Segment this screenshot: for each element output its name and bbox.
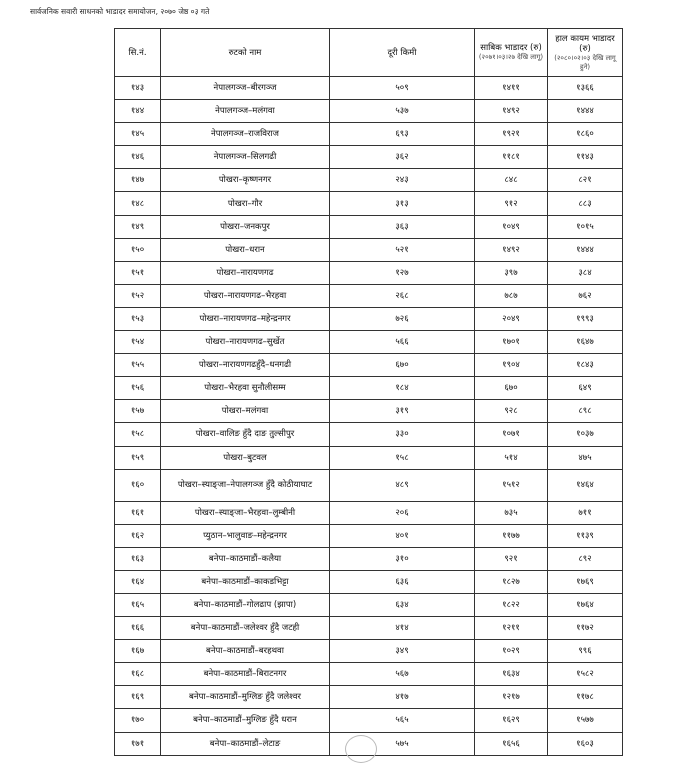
cell-old-rate: १४९२: [475, 238, 548, 261]
cell-distance: ३३०: [330, 423, 475, 446]
cell-old-rate: १६२९: [475, 709, 548, 732]
cell-route: पोखरा–धरान: [161, 238, 330, 261]
cell-old-rate: १०४९: [475, 215, 548, 238]
table-row: [115, 146, 623, 169]
table-row: [115, 617, 623, 640]
cell-distance: ४१४: [330, 617, 475, 640]
old-rate-sublabel: (२०७१।०३।२७ देखि लागू): [478, 53, 544, 62]
cell-sn: १५३: [115, 307, 161, 330]
cell-new-rate: १८४३: [548, 354, 623, 377]
cell-route: पोखरा–नारायणगढ–महेन्द्रनगर: [161, 307, 330, 330]
cell-old-rate: १९२१: [475, 123, 548, 146]
cell-old-rate: १२११: [475, 617, 548, 640]
cell-sn: १७१: [115, 732, 161, 755]
table-row: [115, 593, 623, 616]
cell-old-rate: १४११: [475, 77, 548, 100]
cell-new-rate: ११४३: [548, 146, 623, 169]
cell-old-rate: १७०१: [475, 331, 548, 354]
table-row: [115, 261, 623, 284]
table-row: [115, 686, 623, 709]
fare-table: [114, 28, 623, 756]
cell-old-rate: ९२८: [475, 400, 548, 423]
cell-distance: ५७५: [330, 732, 475, 755]
cell-sn: १५६: [115, 377, 161, 400]
cell-new-rate: ७६२: [548, 284, 623, 307]
cell-sn: १६३: [115, 547, 161, 570]
cell-old-rate: १२१७: [475, 686, 548, 709]
cell-old-rate: ९१२: [475, 192, 548, 215]
cell-sn: १४५: [115, 123, 161, 146]
cell-distance: ५२१: [330, 238, 475, 261]
table-row: [115, 663, 623, 686]
cell-distance: ६९३: [330, 123, 475, 146]
table-row: [115, 377, 623, 400]
cell-distance: ४०१: [330, 524, 475, 547]
column-header-old-rate: [475, 29, 548, 77]
cell-old-rate: ५१४: [475, 446, 548, 469]
cell-distance: १८४: [330, 377, 475, 400]
cell-old-rate: ३९७: [475, 261, 548, 284]
cell-new-rate: १९९३: [548, 307, 623, 330]
cell-distance: ५६६: [330, 331, 475, 354]
table-row: [115, 501, 623, 524]
cell-sn: १४७: [115, 169, 161, 192]
cell-distance: ३१३: [330, 192, 475, 215]
cell-new-rate: ११७२: [548, 617, 623, 640]
cell-sn: १४४: [115, 100, 161, 123]
column-header-distance: दूरी किमी: [330, 29, 475, 77]
cell-sn: १४९: [115, 215, 161, 238]
cell-route: पोखरा–नारायणगढ–सुर्खेत: [161, 331, 330, 354]
cell-new-rate: १७६४: [548, 593, 623, 616]
cell-distance: ३१९: [330, 400, 475, 423]
cell-new-rate: ४७५: [548, 446, 623, 469]
table-row: [115, 400, 623, 423]
new-rate-label: हाल कायम भाडादर (रु): [555, 34, 615, 54]
cell-distance: ७२६: [330, 307, 475, 330]
table-row: [115, 123, 623, 146]
cell-sn: १५०: [115, 238, 161, 261]
cell-distance: २०६: [330, 501, 475, 524]
cell-new-rate: १८६०: [548, 123, 623, 146]
cell-sn: १६६: [115, 617, 161, 640]
table-row: [115, 570, 623, 593]
column-header-new-rate: [548, 29, 623, 77]
cell-old-rate: १८२२: [475, 593, 548, 616]
cell-new-rate: ११७८: [548, 686, 623, 709]
cell-sn: १६९: [115, 686, 161, 709]
cell-sn: १५९: [115, 446, 161, 469]
cell-new-rate: ८९८: [548, 400, 623, 423]
table-row: [115, 192, 623, 215]
table-header-row: [115, 29, 623, 77]
cell-route: पोखरा–नारायणगढ: [161, 261, 330, 284]
cell-route: पोखरा–स्याङ्जा–भैरहवा–लुम्बीनी: [161, 501, 330, 524]
cell-old-rate: ८४८: [475, 169, 548, 192]
document-header-title: सार्वजनिक सवारी साधनको भाडादर समायोजन, २०७० जेष्ठ ०३ गते: [30, 7, 210, 16]
cell-old-rate: १६५६: [475, 732, 548, 755]
table-row: [115, 331, 623, 354]
cell-new-rate: १६४७: [548, 331, 623, 354]
cell-sn: १४८: [115, 192, 161, 215]
cell-distance: २६८: [330, 284, 475, 307]
cell-distance: १५८: [330, 446, 475, 469]
cell-route: बनेपा–काठमाडौं–कलैया: [161, 547, 330, 570]
cell-route: पोखरा–जनकपुर: [161, 215, 330, 238]
cell-route: नेपालगञ्ज–मलंगवा: [161, 100, 330, 123]
cell-distance: ४१७: [330, 686, 475, 709]
cell-distance: ६७०: [330, 354, 475, 377]
cell-distance: ५०९: [330, 77, 475, 100]
cell-new-rate: १०१५: [548, 215, 623, 238]
table-row: [115, 238, 623, 261]
cell-new-rate: ११३९: [548, 524, 623, 547]
cell-new-rate: १५७७: [548, 709, 623, 732]
cell-sn: १४३: [115, 77, 161, 100]
cell-new-rate: ८९२: [548, 547, 623, 570]
cell-route: बनेपा–काठमाडौं–जलेश्वर हुँदै जटही: [161, 617, 330, 640]
cell-sn: १६०: [115, 469, 161, 501]
cell-route: बनेपा–काठमाडौं–बिराटनगर: [161, 663, 330, 686]
cell-new-rate: ३८४: [548, 261, 623, 284]
cell-route: पोखरा–गौर: [161, 192, 330, 215]
cell-old-rate: ९२१: [475, 547, 548, 570]
cell-old-rate: १८२७: [475, 570, 548, 593]
table-body: [115, 77, 623, 756]
cell-route: नेपालगञ्ज–सिलगढी: [161, 146, 330, 169]
cell-route: बनेपा–काठमाडौं–मुग्लिङ हुँदै धरान: [161, 709, 330, 732]
cell-route: बनेपा–काठमाडौं–मुग्लिङ हुँदै जलेश्वर: [161, 686, 330, 709]
table-row: [115, 354, 623, 377]
cell-new-rate: ८८३: [548, 192, 623, 215]
cell-sn: १६७: [115, 640, 161, 663]
cell-new-rate: ९९६: [548, 640, 623, 663]
cell-distance: ६३६: [330, 570, 475, 593]
cell-sn: १५२: [115, 284, 161, 307]
cell-sn: १६४: [115, 570, 161, 593]
cell-sn: १६१: [115, 501, 161, 524]
cell-route: बनेपा–काठमाडौं–काकडभिट्टा: [161, 570, 330, 593]
cell-old-rate: १५१२: [475, 469, 548, 501]
cell-old-rate: ११७७: [475, 524, 548, 547]
table-row: [115, 524, 623, 547]
cell-route: नेपालगञ्ज–राजविराज: [161, 123, 330, 146]
cell-route: पोखरा–स्याङ्जा–नेपालगञ्ज हुँदै कोठीयाघाट: [161, 469, 330, 501]
table-row: [115, 547, 623, 570]
cell-old-rate: ६७०: [475, 377, 548, 400]
cell-sn: १६८: [115, 663, 161, 686]
table-row: [115, 215, 623, 238]
table-row: [115, 100, 623, 123]
cell-new-rate: १३६६: [548, 77, 623, 100]
cell-sn: १७०: [115, 709, 161, 732]
cell-old-rate: १०७१: [475, 423, 548, 446]
cell-distance: ४८९: [330, 469, 475, 501]
cell-distance: ६३४: [330, 593, 475, 616]
table-row: [115, 709, 623, 732]
cell-new-rate: ८२१: [548, 169, 623, 192]
cell-sn: १६२: [115, 524, 161, 547]
cell-new-rate: १४४४: [548, 238, 623, 261]
table-row: [115, 169, 623, 192]
cell-sn: १५५: [115, 354, 161, 377]
cell-distance: ५३७: [330, 100, 475, 123]
cell-sn: १५७: [115, 400, 161, 423]
table-row: [115, 469, 623, 501]
cell-route: प्युठान–भालुवाङ–महेन्द्रनगर: [161, 524, 330, 547]
column-header-sn: सि.नं.: [115, 29, 161, 77]
cell-new-rate: १६०३: [548, 732, 623, 755]
table-row: [115, 640, 623, 663]
cell-distance: २४३: [330, 169, 475, 192]
cell-sn: १५४: [115, 331, 161, 354]
cell-route: पोखरा–नारायणगढहुँदै–धनगढी: [161, 354, 330, 377]
cell-old-rate: २०४९: [475, 307, 548, 330]
cell-distance: ५६७: [330, 663, 475, 686]
cell-distance: ३४९: [330, 640, 475, 663]
cell-sn: १४६: [115, 146, 161, 169]
cell-old-rate: ७३५: [475, 501, 548, 524]
cell-sn: १५८: [115, 423, 161, 446]
new-rate-sublabel: (२०८०।०२।०३ देखि लागू हुने): [554, 54, 616, 71]
cell-sn: १५१: [115, 261, 161, 284]
cell-old-rate: ७८७: [475, 284, 548, 307]
table-row: [115, 307, 623, 330]
cell-old-rate: १०२९: [475, 640, 548, 663]
cell-distance: ३१०: [330, 547, 475, 570]
cell-old-rate: १६३४: [475, 663, 548, 686]
cell-new-rate: १४६४: [548, 469, 623, 501]
cell-old-rate: ११८१: [475, 146, 548, 169]
cell-route: नेपालगञ्ज–बीरगञ्ज: [161, 77, 330, 100]
column-header-route: रुटको नाम: [161, 29, 330, 77]
cell-old-rate: १९०४: [475, 354, 548, 377]
office-seal: [345, 735, 377, 763]
cell-new-rate: ६४९: [548, 377, 623, 400]
cell-route: पोखरा–वालिङ हुँदै दाङ तुल्सीपुर: [161, 423, 330, 446]
cell-new-rate: १०३७: [548, 423, 623, 446]
cell-route: पोखरा–नारायणगढ–भैरहवा: [161, 284, 330, 307]
cell-distance: ३६३: [330, 215, 475, 238]
cell-new-rate: १७६९: [548, 570, 623, 593]
table-row: [115, 77, 623, 100]
cell-route: पोखरा–बुटवल: [161, 446, 330, 469]
cell-distance: ३६२: [330, 146, 475, 169]
cell-route: बनेपा–काठमाडौं–बरहथवा: [161, 640, 330, 663]
cell-route: बनेपा–काठमाडौं–लेटाङ: [161, 732, 330, 755]
table-row: [115, 284, 623, 307]
cell-sn: १६५: [115, 593, 161, 616]
cell-new-rate: ७११: [548, 501, 623, 524]
cell-distance: ५६५: [330, 709, 475, 732]
cell-distance: १२७: [330, 261, 475, 284]
old-rate-label: साबिक भाडादर (रु): [480, 43, 542, 54]
cell-route: पोखरा–कृष्णनगर: [161, 169, 330, 192]
table-row: [115, 446, 623, 469]
cell-route: पोखरा–भैरहवा सुनौलीसम्म: [161, 377, 330, 400]
cell-new-rate: १५८२: [548, 663, 623, 686]
cell-new-rate: १४४४: [548, 100, 623, 123]
cell-old-rate: १४९२: [475, 100, 548, 123]
cell-route: पोखरा–मलंगवा: [161, 400, 330, 423]
cell-route: बनेपा–काठमाडौं–गोलढाप (झापा): [161, 593, 330, 616]
table-row: [115, 423, 623, 446]
